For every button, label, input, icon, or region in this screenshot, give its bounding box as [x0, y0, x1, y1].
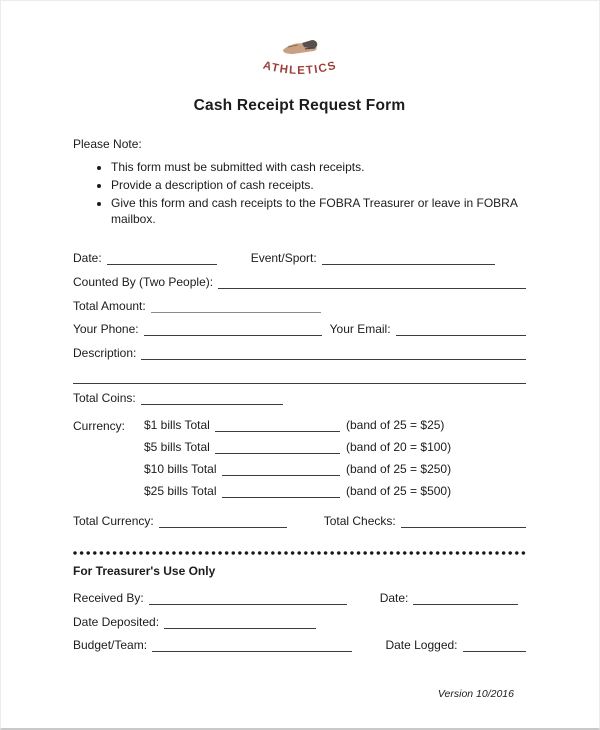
denomination-label: $10 bills Total	[144, 462, 217, 476]
version-text: Version 10/2016	[437, 688, 514, 700]
currency-row-25-bills	[144, 484, 526, 498]
currency-row-10-bills	[144, 462, 526, 476]
bills-total-field-line[interactable]	[215, 418, 340, 432]
date-deposited-field-line[interactable]	[164, 615, 316, 629]
currency-label: Currency:	[73, 419, 126, 433]
description-field-line[interactable]	[141, 346, 526, 360]
email-field-line[interactable]	[396, 322, 526, 336]
total-amount-field-line[interactable]	[151, 299, 321, 313]
date-logged-label: Date Logged:	[385, 638, 458, 652]
currency-row-1-bills	[144, 418, 526, 432]
dotted-separator	[73, 551, 526, 555]
phone-label: Your Phone:	[73, 322, 139, 336]
date-field-line[interactable]	[107, 251, 217, 265]
date-event-row	[73, 251, 526, 265]
note-item: • Give this form and cash receipts to the FOBRA Treasurer or leave in FOBRA mailbox.	[111, 196, 526, 227]
band-note: (band of 25 = $500)	[346, 484, 452, 498]
description-label: Description:	[73, 346, 137, 360]
treasurer-section-heading: For Treasurer's Use Only	[73, 564, 216, 578]
denomination-label: $1 bills Total	[144, 418, 210, 432]
denomination-label: $5 bills Total	[144, 440, 210, 454]
total-coins-label: Total Coins:	[73, 391, 136, 405]
logo-text: ATHLETICS	[261, 59, 338, 78]
description-continuation-row	[73, 370, 526, 384]
email-label: Your Email:	[329, 322, 391, 336]
bills-total-field-line[interactable]	[222, 462, 341, 476]
date-deposited-row	[73, 615, 526, 629]
total-checks-field-line[interactable]	[401, 514, 526, 528]
band-note: (band of 25 = $250)	[346, 462, 452, 476]
currency-row-5-bills	[144, 440, 526, 454]
bills-total-field-line[interactable]	[222, 484, 341, 498]
budget-team-label: Budget/Team:	[73, 638, 148, 652]
treasurer-date-label: Date:	[379, 591, 409, 605]
please-note-heading: Please Note:	[73, 137, 142, 151]
received-by-field-line[interactable]	[149, 591, 347, 605]
received-by-label: Received By:	[73, 591, 144, 605]
totals-row	[73, 514, 526, 528]
currency-section	[73, 418, 526, 506]
total-coins-row	[73, 391, 526, 405]
budget-team-field-line[interactable]	[152, 638, 352, 652]
denomination-label: $25 bills Total	[144, 484, 217, 498]
total-coins-field-line[interactable]	[141, 391, 283, 405]
counted-by-label: Counted By (Two People):	[73, 275, 214, 289]
note-list	[73, 160, 526, 227]
event-sport-label: Event/Sport:	[250, 251, 317, 265]
total-currency-field-line[interactable]	[159, 514, 287, 528]
date-label: Date:	[73, 251, 102, 265]
band-note: (band of 20 = $100)	[346, 440, 452, 454]
received-by-row	[73, 591, 526, 605]
note-item: • Provide a description of cash receipts.	[111, 178, 526, 194]
phone-email-row	[73, 322, 526, 336]
phone-field-line[interactable]	[144, 322, 322, 336]
athletics-logo	[73, 37, 526, 83]
counted-by-field-line[interactable]	[218, 275, 526, 289]
treasurer-date-field-line[interactable]	[413, 591, 518, 605]
total-checks-label: Total Checks:	[323, 514, 396, 528]
winged-shoe-logo-icon	[255, 37, 345, 83]
svg-text:ATHLETICS	[261, 60, 338, 78]
budget-team-row	[73, 638, 526, 652]
total-amount-label: Total Amount:	[73, 299, 146, 313]
event-sport-field-line[interactable]	[322, 251, 495, 265]
note-item: • This form must be submitted with cash receipts.	[111, 160, 526, 176]
date-deposited-label: Date Deposited:	[73, 615, 160, 629]
bills-total-field-line[interactable]	[215, 440, 340, 454]
currency-rows	[144, 418, 526, 506]
date-logged-field-line[interactable]	[463, 638, 527, 652]
description-row	[73, 346, 526, 360]
counted-by-row	[73, 275, 526, 289]
description-field-line-2[interactable]	[73, 370, 526, 384]
total-currency-label: Total Currency:	[73, 514, 154, 528]
band-note: (band of 25 = $25)	[346, 418, 445, 432]
page-title: Cash Receipt Request Form	[193, 97, 406, 114]
total-amount-row	[73, 299, 526, 313]
